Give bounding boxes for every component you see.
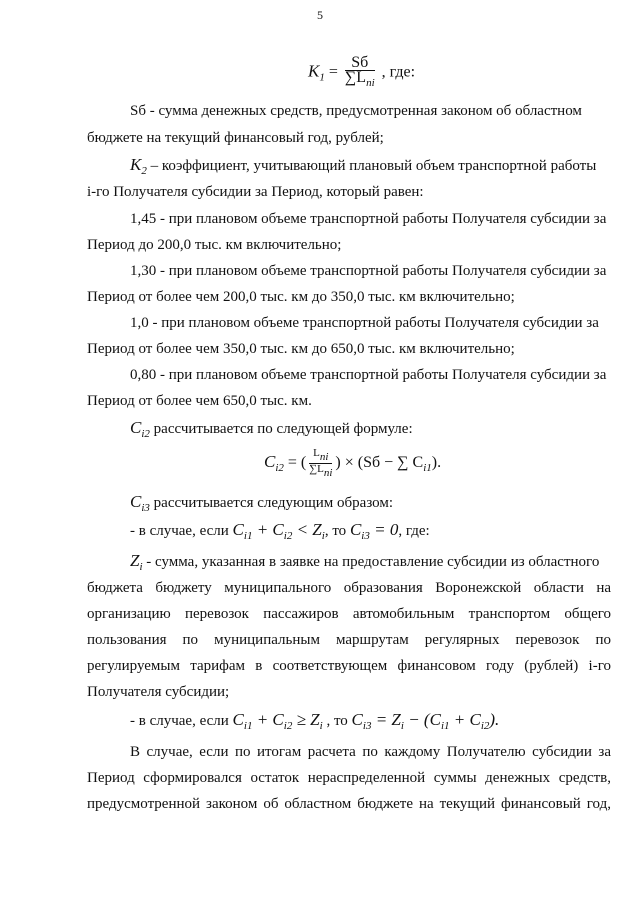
text-line: пользования по муниципальным маршрутам регулярных перевозок по [87, 632, 611, 648]
text-line: 1,30 - при плановом объеме транспортной работы Получателя субсидии за [130, 263, 607, 279]
text-line: Sб - сумма денежных средств, предусмотренная законом об областном [130, 103, 582, 119]
formula-ci2: $C_{i2}$ = ( $\frac{\text{Lni}}{\text{∑Lni}}$ ) × (Sб − ∑ $C_{i1}$). [264, 447, 442, 479]
formula-k1-lhs: K [308, 61, 320, 81]
formula-k1-denominator: $\sum L_{ni}$ [344, 69, 375, 89]
formula-k1-eq: = [328, 63, 338, 81]
text-line: предусмотренной законом об областном бюджете на текущий финансовый год, [87, 796, 611, 812]
text-line: $C_{i3}$ рассчитывается следующим образом: [130, 492, 394, 514]
formula-ci2-fraction: $\frac{\text{Lni}}{\text{∑Lni}}$ [309, 447, 333, 479]
text-line: $C_{i2}$ рассчитывается по следующей формуле: [130, 418, 413, 440]
formula-k1 [308, 56, 415, 90]
text-line: В случае, если по итогам расчета по каждому Получателю субсидии за [130, 744, 611, 760]
text-line: Период от более чем 200,0 тыс. км до 350,0 тыс. км включительно; [87, 289, 515, 305]
text-line: Период сформировался остаток нераспределенной суммы денежных средств, [87, 770, 611, 786]
text-line: 0,80 - при плановом объеме транспортной работы Получателя субсидии за [130, 367, 607, 383]
text-line: Период от более чем 650,0 тыс. км. [87, 393, 312, 409]
text-line: i-го Получателя субсидии за Период, который равен: [87, 184, 424, 200]
text-line: $K_2$ – коэффициент, учитывающий плановый объем транспортной работы [130, 155, 597, 177]
page-number: 5 [317, 8, 323, 22]
text-line: бюджета бюджету муниципального образования Воронежской области на [87, 580, 611, 596]
text-line: Период до 200,0 тыс. км включительно; [87, 237, 342, 253]
text-line: - в случае, если $C_{i1} + C_{i2} < Z_i$, то $C_{i3} = 0$, где: [130, 520, 430, 542]
text-line: - в случае, если $C_{i1} + C_{i2} \ge Z_i$ , то $C_{i3} = Z_i - (C_{i1} + C_{i2})$. [130, 710, 500, 732]
text-line: 1,0 - при плановом объеме транспортной работы Получателя субсидии за [130, 315, 599, 331]
formula-k1-fraction [345, 56, 375, 90]
text-line: регулируемым тарифам в соответствующем финансовом году (рублей) i-го [87, 658, 611, 674]
formula-k1-lhs-sub: 1 [319, 71, 325, 84]
formula-k1-numerator: Sб [345, 56, 375, 71]
text-line: Период от более чем 350,0 тыс. км до 650,0 тыс. км включительно; [87, 341, 515, 357]
text-line: организацию перевозок пассажиров автомобильным транспортом общего [87, 606, 611, 622]
formula-k1-suffix: , где: [381, 63, 416, 81]
text-line: 1,45 - при плановом объеме транспортной работы Получателя субсидии за [130, 211, 607, 227]
text-line: Получателя субсидии; [87, 684, 230, 700]
text-line: $Z_i$ - сумма, указанная в заявке на предоставление субсидии из областного [130, 551, 600, 573]
text-line: бюджете на текущий финансовый год, рублей; [87, 130, 384, 146]
